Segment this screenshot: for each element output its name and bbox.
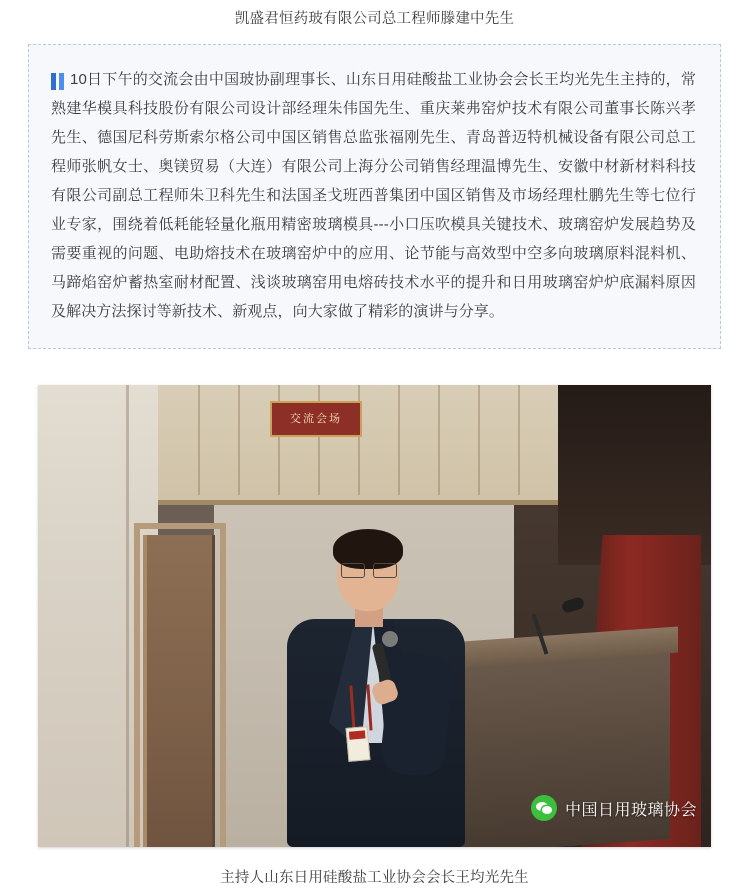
conference-photo — [38, 385, 711, 847]
quote-body-text: 10日下午的交流会由中国玻协副理事长、山东日用硅酸盐工业协会会长王均光先生主持的，常熟建华模具科技股份有限公司设计部经理朱伟国先生、重庆莱弗窑炉技术有限公司董事长陈兴孝先生、德国尼科劳斯索尔格公司中国区销售总监张福刚先生、青岛普迈特机械设备有限公司总工程师张帆女士、奥镁贸易（大连）有限公司上海分公司销售经理温博先生、安徽中材新材料科技有限公司副总工程师朱卫科先生和法国圣戈班西普集团中国区销售及市场经理杜鹏先生等七位行业专家，围绕着低耗能轻量化瓶用精密玻璃模具---小口压吹模具关键技术、玻璃窑炉发展趋势及需要重视的问题、电助熔技术在玻璃窑炉中的应用、论节能与高效型中空多向玻璃原料混料机、马蹄焰窑炉蓄热室耐材配置、浅谈玻璃窑用电熔砖技术水平的提升和日用玻璃窑炉炉底漏料原因及解决方法探讨等新技术、新观点，向大家做了精彩的演讲与分享。 — [51, 71, 696, 320]
glasses-icon — [341, 563, 397, 576]
bottom-image-caption: 主持人山东日用硅酸盐工业协会会长王均光先生 — [220, 870, 529, 886]
lanyard — [349, 684, 372, 731]
quote-block — [28, 44, 721, 349]
top-image-caption: 凯盛君恒药玻有限公司总工程师滕建中先生 — [234, 11, 515, 27]
name-badge — [346, 726, 371, 762]
wechat-icon — [531, 795, 557, 821]
quote-paragraph — [51, 65, 696, 326]
watermark — [531, 795, 697, 821]
door — [143, 535, 215, 847]
speaker-arm — [379, 652, 455, 778]
speaker-person — [281, 535, 471, 847]
photo-figure — [38, 385, 711, 847]
quote-mark-icon — [51, 73, 64, 90]
watermark-text: 中国日用玻璃协会 — [564, 801, 697, 819]
stage-banner: 交流会场 — [270, 401, 362, 437]
